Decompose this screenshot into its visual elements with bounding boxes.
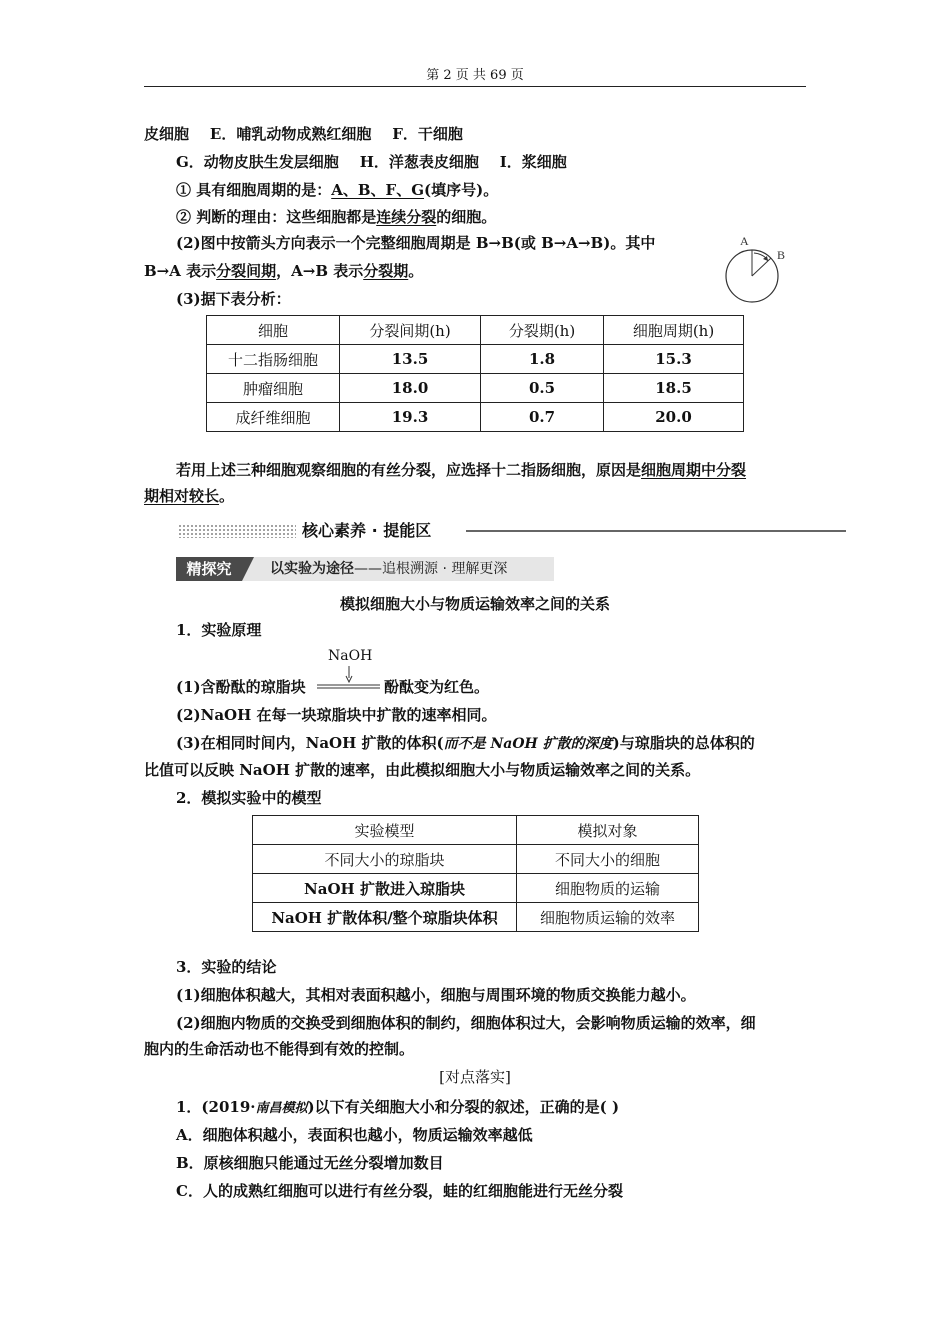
table-cell: 不同大小的细胞: [517, 845, 699, 874]
section-banner-title: 核心素养 · 提能区: [302, 521, 432, 540]
table-header-row: [253, 816, 699, 845]
principle-1-right: 酚酞变为红色。: [384, 678, 490, 696]
option-b: B．原核细胞只能通过无丝分裂增加数目: [176, 1154, 444, 1172]
table-row: [253, 845, 699, 874]
practice-title: [对点落实]: [439, 1068, 511, 1086]
table-cell: 不同大小的琼脂块: [253, 845, 517, 874]
conclusion-line-1: [176, 460, 746, 480]
question-2: [176, 207, 496, 227]
conclusion-suffix: 。: [219, 487, 235, 505]
p2-text-b: ，A→B 表示: [276, 262, 364, 280]
banner-rule: [466, 530, 846, 532]
paragraph-2-line-1: (2)图中按箭头方向表示一个完整细胞周期是 B→B(或 B→A→B)。其中: [176, 234, 656, 252]
table-cell: 13.5: [340, 345, 481, 374]
q1-prefix: ① 具有细胞周期的是：: [176, 181, 332, 199]
option-item: G．动物皮肤生发层细胞: [176, 153, 339, 171]
q-text: )以下有关细胞大小和分裂的叙述，正确的是( ): [307, 1098, 620, 1116]
q2-suffix: 的细胞。: [436, 208, 497, 226]
option-item: 皮细胞: [144, 125, 190, 143]
practice-question-1: [176, 1097, 619, 1119]
header-rule: [144, 86, 806, 87]
table-cell: 十二指肠细胞: [207, 345, 340, 374]
p3-text-b: )与琼脂块的总体积的: [612, 734, 755, 752]
heading-model: 2．模拟实验中的模型: [176, 789, 322, 807]
principle-3-line-1: [176, 733, 755, 754]
result-2-line-2: 胞内的生命活动也不能得到有效的控制。: [144, 1040, 415, 1058]
p2-answer-2: 分裂期: [363, 262, 409, 280]
naoh-label: NaOH: [328, 648, 373, 664]
page-header: 第 2 页 共 69 页: [426, 68, 524, 83]
option-line-2: [176, 152, 567, 172]
conclusion-answer-2: 期相对较长: [144, 487, 220, 505]
table-cell: 成纤维细胞: [207, 403, 340, 432]
q-source: 南昌模拟: [255, 1101, 308, 1116]
table-cell: 15.3: [604, 345, 744, 374]
option-item: F．干细胞: [392, 125, 463, 143]
conclusion-prefix: 若用上述三种细胞观察细胞的有丝分裂，应选择十二指肠细胞，原因是: [176, 461, 642, 479]
subbanner-rest: ——追根溯源 · 理解更深: [354, 561, 508, 577]
q1-answer: A、B、F、G: [331, 181, 425, 199]
question-1: [176, 180, 498, 200]
table-cell: NaOH 扩散进入琼脂块: [253, 874, 517, 903]
model-table: [252, 815, 699, 932]
table-header-cell: 实验模型: [253, 816, 517, 845]
table-row: [253, 874, 699, 903]
cell-cycle-table: [206, 315, 744, 432]
table-header-cell: 分裂间期(h): [340, 316, 481, 345]
table-header-cell: 细胞周期(h): [604, 316, 744, 345]
principle-2: (2)NaOH 在每一块琼脂块中扩散的速率相同。: [176, 706, 497, 724]
table-cell: 细胞物质的运输: [517, 874, 699, 903]
conclusion-answer-1: 细胞周期中分裂: [641, 461, 747, 479]
table-cell: NaOH 扩散体积/整个琼脂块体积: [253, 903, 517, 932]
p2-text-a: B→A 表示: [144, 262, 217, 280]
cell-cycle-diagram: [718, 232, 798, 306]
table-cell: 肿瘤细胞: [207, 374, 340, 403]
q-prefix: 1．(2019·: [176, 1098, 256, 1116]
option-item: I．浆细胞: [499, 153, 567, 171]
table-cell: 0.5: [481, 374, 604, 403]
option-item: E．哺乳动物成熟红细胞: [209, 125, 372, 143]
table-cell: 20.0: [604, 403, 744, 432]
subbanner-slash: [242, 557, 254, 581]
label-b: B: [777, 248, 786, 262]
option-line-1: [144, 124, 463, 144]
q2-prefix: ② 判断的理由：这些细胞都是: [176, 208, 377, 226]
p2-answer-1: 分裂间期: [216, 262, 277, 280]
table-header-cell: 细胞: [207, 316, 340, 345]
table-header-row: [207, 316, 744, 345]
table-header-cell: 分裂期(h): [481, 316, 604, 345]
result-1: (1)细胞体积越大，其相对表面积越小，细胞与周围环境的物质交换能力越小。: [176, 986, 696, 1004]
heading-results: 3．实验的结论: [176, 958, 277, 976]
q1-suffix: (填序号)。: [424, 181, 499, 199]
option-item: H．洋葱表皮细胞: [359, 153, 479, 171]
table-row: [207, 403, 744, 432]
label-a: A: [740, 234, 749, 248]
p3-note: 而不是 NaOH 扩散的深度: [443, 736, 613, 752]
option-c: C．人的成熟红细胞可以进行有丝分裂，蛙的红细胞能进行无丝分裂: [176, 1182, 623, 1200]
subbanner-bold: 以实验为途径: [270, 561, 354, 577]
p2-text-c: 。: [408, 262, 424, 280]
table-row: [207, 345, 744, 374]
paragraph-2-line-2: [144, 261, 423, 281]
principle-1-left: (1)含酚酞的琼脂块: [176, 678, 306, 696]
conclusion-line-2: [144, 486, 234, 506]
table-cell: 1.8: [481, 345, 604, 374]
table-cell: 细胞物质运输的效率: [517, 903, 699, 932]
q2-answer: 连续分裂: [376, 208, 437, 226]
table-header-cell: 模拟对象: [517, 816, 699, 845]
table-row: [253, 903, 699, 932]
paragraph-3: (3)据下表分析：: [176, 290, 291, 308]
subbanner-text: [270, 559, 507, 579]
heading-principle: 1．实验原理: [176, 621, 262, 639]
option-a: A．细胞体积越小，表面积也越小，物质运输效率越低: [176, 1126, 533, 1144]
subbanner-tag: 精探究: [176, 557, 242, 581]
table-row: [207, 374, 744, 403]
result-2-line-1: (2)细胞内物质的交换受到细胞体积的制约，细胞体积过大，会影响物质运输的效率，细: [176, 1014, 756, 1032]
table-cell: 18.5: [604, 374, 744, 403]
experiment-title: 模拟细胞大小与物质运输效率之间的关系: [339, 595, 610, 613]
table-cell: 19.3: [340, 403, 481, 432]
banner-dots: [178, 524, 296, 538]
table-cell: 0.7: [481, 403, 604, 432]
table-cell: 18.0: [340, 374, 481, 403]
p3-text-a: (3)在相同时间内，NaOH 扩散的体积(: [176, 734, 444, 752]
reaction-arrow: [316, 666, 382, 694]
principle-3-line-2: 比值可以反映 NaOH 扩散的速率，由此模拟细胞大小与物质运输效率之间的关系。: [144, 761, 701, 779]
